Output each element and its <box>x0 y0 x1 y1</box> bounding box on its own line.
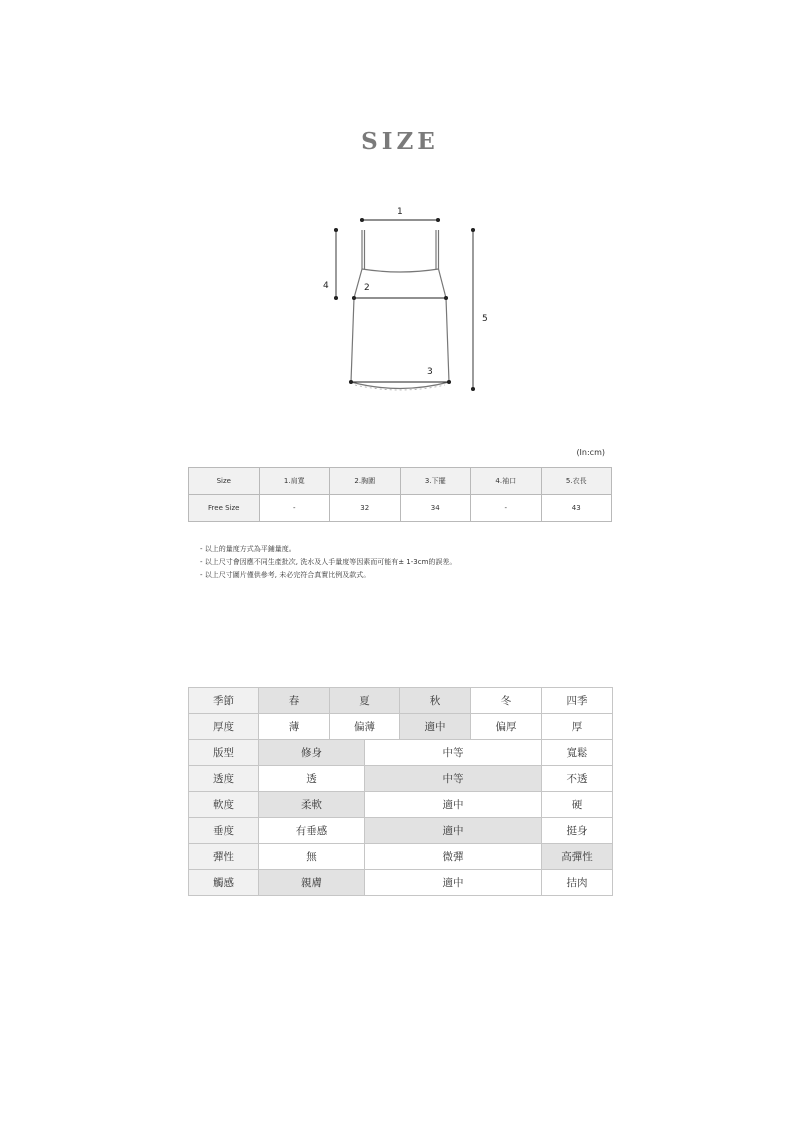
label-1: 1 <box>397 207 403 217</box>
attr-label: 厚度 <box>189 714 259 740</box>
size-header-cell: 3.下擺 <box>400 468 471 495</box>
attr-option: 薄 <box>259 714 330 740</box>
attr-label: 軟度 <box>189 792 259 818</box>
attr-option: 挺身 <box>542 818 613 844</box>
size-header-cell: 1.肩寬 <box>259 468 330 495</box>
attr-option: 偏厚 <box>471 714 542 740</box>
attr-option: 秋 <box>400 688 471 714</box>
attr-option: 修身 <box>259 740 365 766</box>
row-fit <box>189 740 613 766</box>
row-thickness <box>189 714 613 740</box>
size-header-cell: 5.衣長 <box>541 468 612 495</box>
fabric-attribute-table <box>188 687 613 896</box>
attr-option: 柔軟 <box>259 792 365 818</box>
label-5: 5 <box>482 314 488 324</box>
size-value-cell: - <box>259 495 330 522</box>
size-value-cell: - <box>471 495 542 522</box>
attr-option: 適中 <box>365 870 542 896</box>
label-4: 4 <box>323 281 329 291</box>
size-header-row <box>189 468 612 495</box>
attr-option: 春 <box>259 688 330 714</box>
attr-option: 厚 <box>542 714 613 740</box>
row-elasticity <box>189 844 613 870</box>
size-header-cell: Size <box>189 468 260 495</box>
unit-label: (In:cm) <box>576 448 605 457</box>
size-table <box>188 467 612 522</box>
attr-option: 親膚 <box>259 870 365 896</box>
attr-option: 微彈 <box>365 844 542 870</box>
attr-option: 硬 <box>542 792 613 818</box>
row-season <box>189 688 613 714</box>
attr-label: 垂度 <box>189 818 259 844</box>
attr-label: 觸感 <box>189 870 259 896</box>
row-touch <box>189 870 613 896</box>
garment-diagram <box>300 195 500 405</box>
size-header-cell: 2.胸圍 <box>330 468 401 495</box>
attr-option: 中等 <box>365 740 542 766</box>
attr-option: 適中 <box>365 818 542 844</box>
measurement-notes <box>200 543 456 582</box>
note-line: - 以上尺寸會因應不同生產批次, 洗水及人手量度等因素而可能有± 1-3cm的誤差。 <box>200 558 457 566</box>
attr-label: 彈性 <box>189 844 259 870</box>
page-title: SIZE <box>361 128 439 155</box>
size-header-cell: 4.袖口 <box>471 468 542 495</box>
row-drape <box>189 818 613 844</box>
attr-option: 無 <box>259 844 365 870</box>
attr-option: 偏薄 <box>330 714 400 740</box>
size-value-cell: 32 <box>330 495 401 522</box>
label-3: 3 <box>427 367 433 377</box>
row-softness <box>189 792 613 818</box>
attr-option: 適中 <box>400 714 471 740</box>
size-row-label: Free Size <box>189 495 260 522</box>
attr-option: 有垂感 <box>259 818 365 844</box>
row-sheerness <box>189 766 613 792</box>
attr-option: 四季 <box>542 688 613 714</box>
attr-option: 高彈性 <box>542 844 613 870</box>
size-value-cell: 43 <box>541 495 612 522</box>
attr-option: 夏 <box>330 688 400 714</box>
note-line: - 以上尺寸圖片僅供參考, 未必完符合真實比例及款式。 <box>200 571 371 579</box>
attr-label: 透度 <box>189 766 259 792</box>
label-2: 2 <box>364 283 370 293</box>
attr-option: 適中 <box>365 792 542 818</box>
size-value-cell: 34 <box>400 495 471 522</box>
attr-option: 中等 <box>365 766 542 792</box>
attr-label: 版型 <box>189 740 259 766</box>
size-data-row <box>189 495 612 522</box>
attr-option: 不透 <box>542 766 613 792</box>
attr-option: 冬 <box>471 688 542 714</box>
attr-option: 透 <box>259 766 365 792</box>
note-line: - 以上的量度方式為平鋪量度。 <box>200 545 296 553</box>
attr-option: 拮肉 <box>542 870 613 896</box>
attr-option: 寬鬆 <box>542 740 613 766</box>
attr-label: 季節 <box>189 688 259 714</box>
